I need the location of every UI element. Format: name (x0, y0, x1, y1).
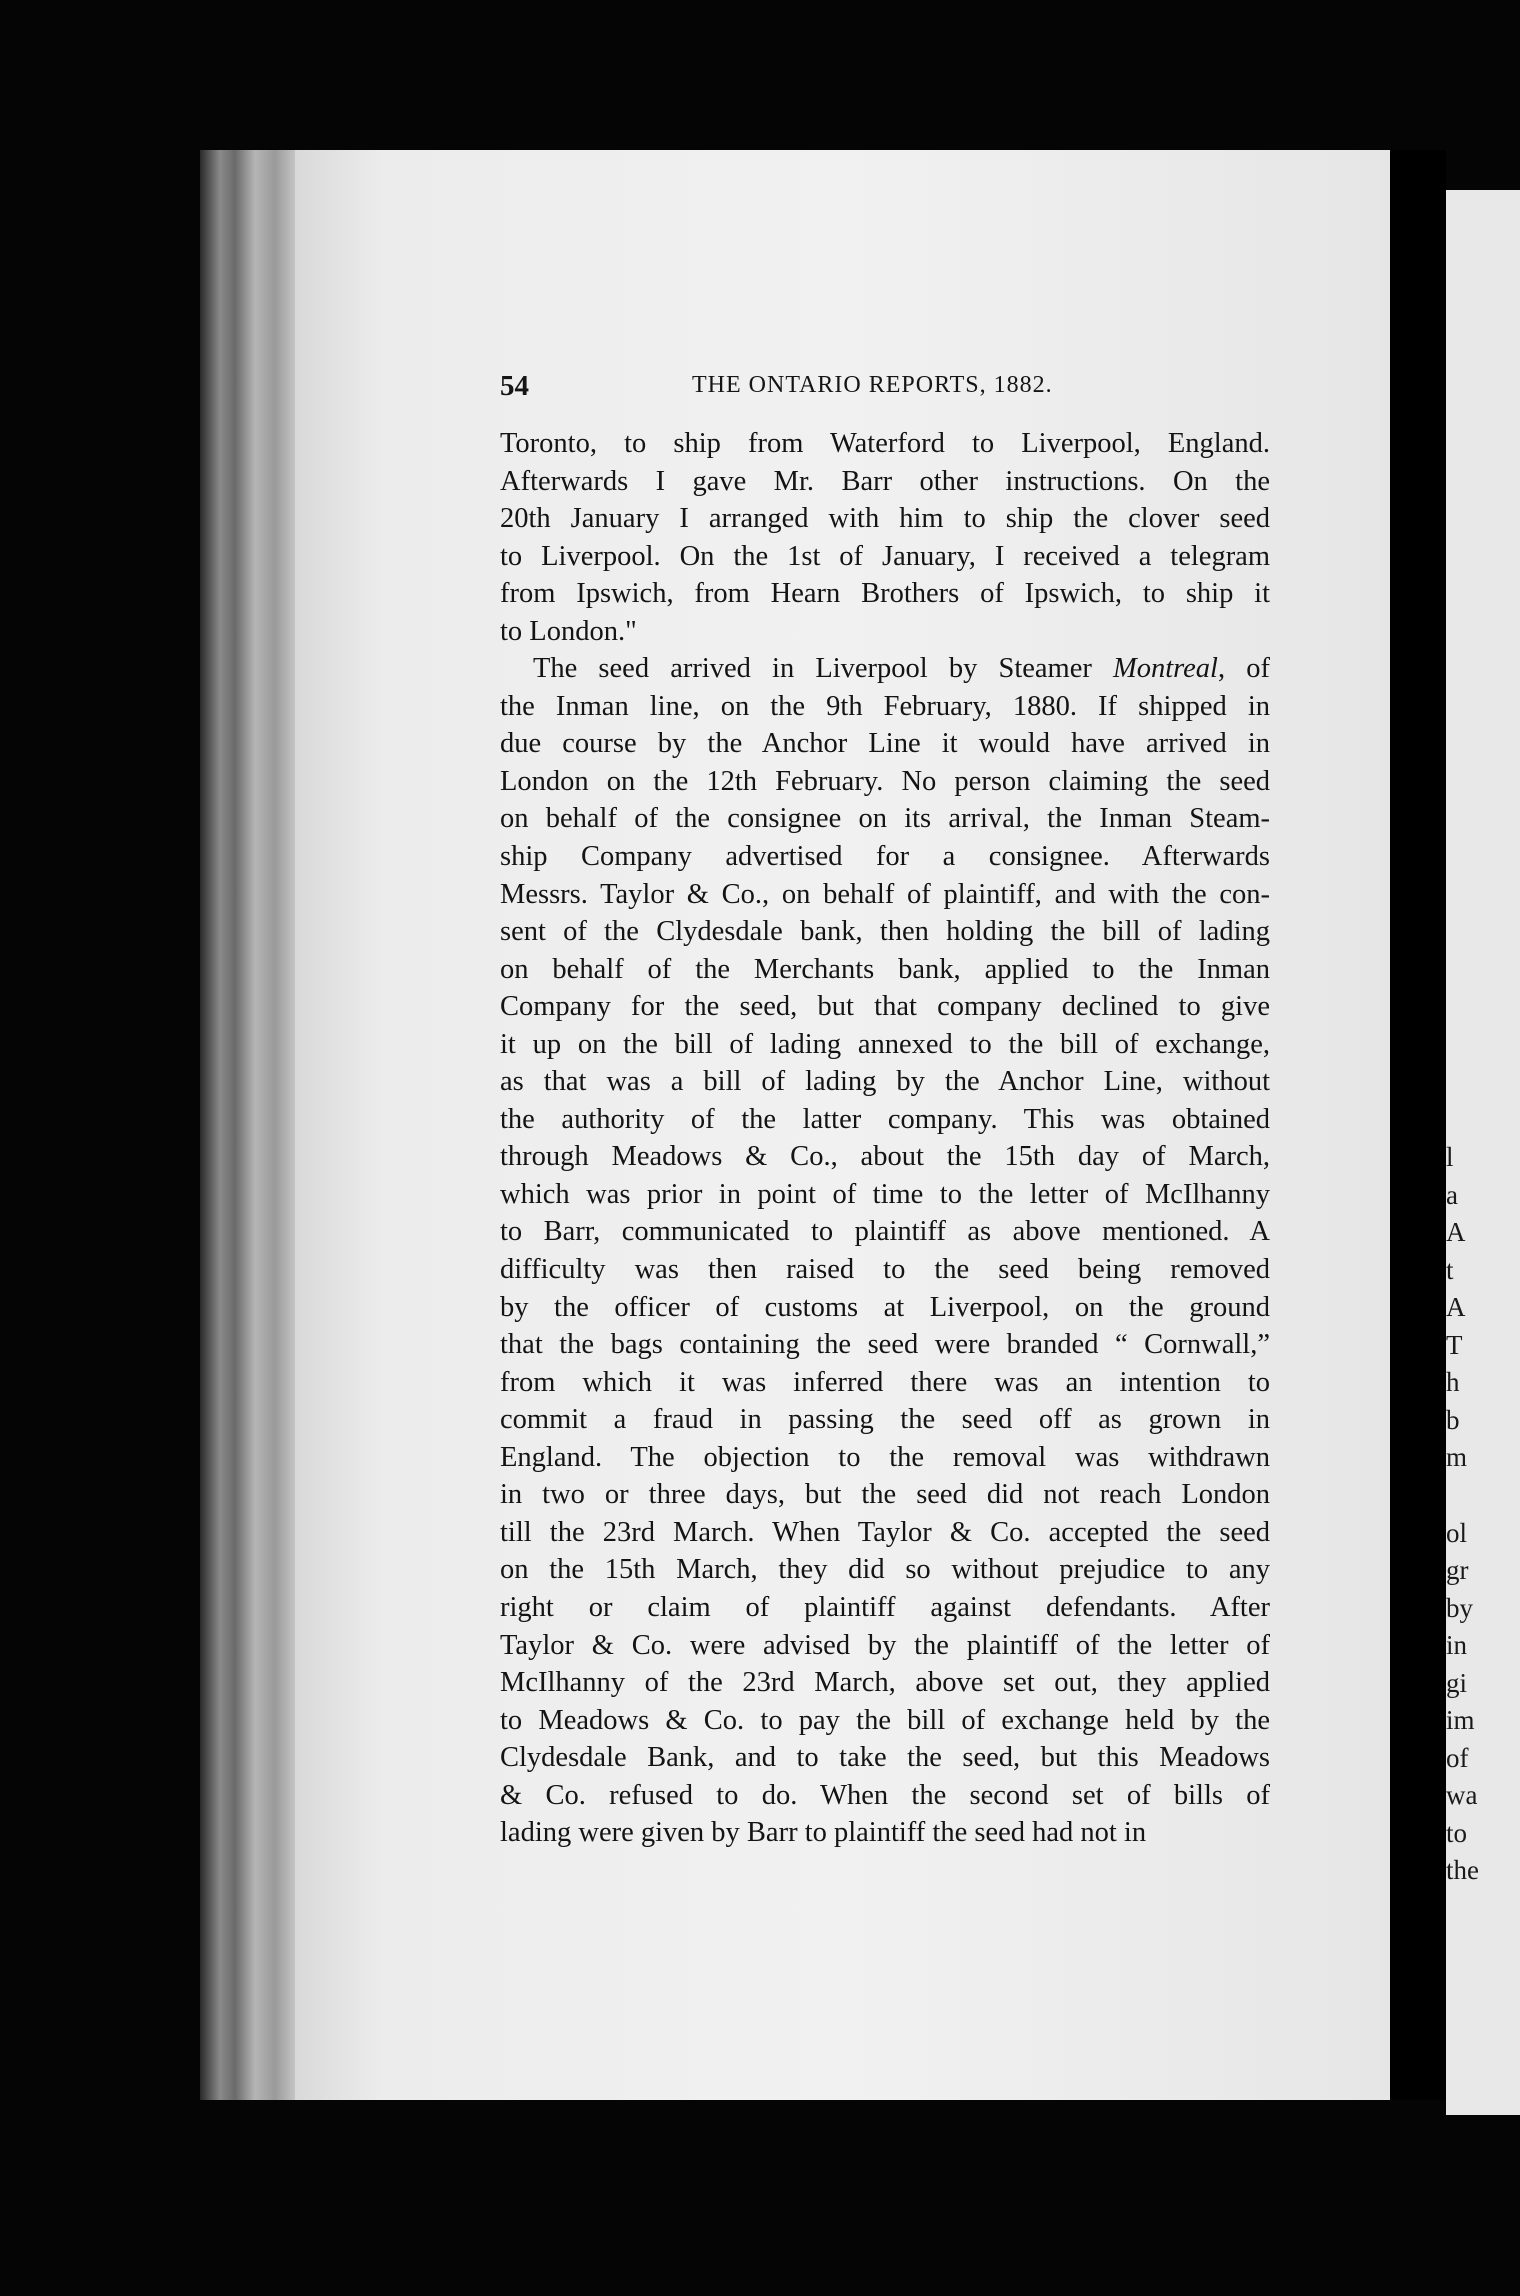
text-line: sent of the Clydesdale bank, then holding the bill of lading (500, 916, 1270, 948)
text-line: Clydesdale Bank, and to take the seed, but this Meadows (500, 1742, 1270, 1774)
text-line: on the 15th March, they did so without prejudice to any (500, 1554, 1270, 1586)
facing-page-fragment: the (1446, 1855, 1479, 1886)
text-line: which was prior in point of time to the letter of McIlhanny (500, 1178, 1270, 1210)
text-line: due course by the Anchor Line it would have arrived in (500, 728, 1270, 760)
running-head: THE ONTARIO REPORTS, 1882. (692, 372, 1053, 398)
text-line: to Liverpool. On the 1st of January, I received a telegram (500, 540, 1270, 572)
text-line: to Barr, communicated to plaintiff as above mentioned. A (500, 1216, 1270, 1248)
book-gutter (1390, 150, 1446, 2100)
facing-page-fragment: wa (1446, 1780, 1478, 1811)
facing-page-fragment: gi (1446, 1667, 1468, 1698)
page-header (500, 370, 1500, 410)
text-line: The seed arrived in Liverpool by Steamer Montreal, of (533, 653, 1270, 685)
facing-page-fragment: gr (1446, 1555, 1469, 1586)
facing-page-fragment: to (1446, 1817, 1468, 1848)
facing-page-fragment: by (1446, 1592, 1473, 1623)
facing-page-fragment: h (1446, 1367, 1460, 1398)
body-text (500, 425, 1270, 1852)
text-line: to London." (500, 615, 637, 647)
text-line: as that was a bill of lading by the Anchor Line, without (500, 1066, 1270, 1098)
text-line: ship Company advertised for a consignee. Afterwards (500, 841, 1270, 873)
text-line: to Meadows & Co. to pay the bill of exchange held by the (500, 1704, 1270, 1736)
facing-page-fragment: A (1446, 1292, 1466, 1323)
text-line: Afterwards I gave Mr. Barr other instructions. On the (500, 465, 1270, 497)
text-line: in two or three days, but the seed did not reach London (500, 1479, 1270, 1511)
facing-page-edge (1446, 190, 1520, 2115)
text-line: Taylor & Co. were advised by the plaintiff of the letter of (500, 1629, 1270, 1661)
text-line: on behalf of the Merchants bank, applied to the Inman (500, 953, 1270, 985)
text-line: through Meadows & Co., about the 15th day of March, (500, 1141, 1270, 1173)
facing-page-fragment: A (1446, 1217, 1466, 1248)
ship-name: Montreal (1112, 653, 1218, 685)
text-line: England. The objection to the removal was withdrawn (500, 1441, 1270, 1473)
facing-page-fragment: b (1446, 1404, 1460, 1435)
text-line: McIlhanny of the 23rd March, above set out, they applied (500, 1667, 1270, 1699)
text-line: by the officer of customs at Liverpool, on the ground (500, 1291, 1270, 1323)
text-line: the authority of the latter company. This was obtained (500, 1103, 1270, 1135)
text-line: the Inman line, on the 9th February, 1880. If shipped in (500, 690, 1270, 722)
facing-page-fragment: ol (1446, 1517, 1468, 1548)
text-line: Company for the seed, but that company declined to give (500, 991, 1270, 1023)
text-line: Toronto, to ship from Waterford to Liverpool, England. (500, 428, 1270, 459)
text-line: from Ipswich, from Hearn Brothers of Ipswich, to ship it (500, 578, 1270, 610)
page-edge-stack (200, 150, 300, 2100)
text-line: difficulty was then raised to the seed being removed (500, 1254, 1270, 1286)
facing-page-fragment: l (1446, 1142, 1454, 1172)
facing-page-fragment: T (1446, 1329, 1463, 1360)
text-line: Messrs. Taylor & Co., on behalf of plaintiff, and with the con- (500, 878, 1270, 910)
facing-page-fragment: t (1446, 1254, 1454, 1285)
text-line: that the bags containing the seed were branded “ Cornwall,” (500, 1329, 1270, 1361)
text-line: right or claim of plaintiff against defendants. After (500, 1591, 1270, 1623)
facing-page-fragment: im (1446, 1705, 1475, 1736)
text-line: 20th January I arranged with him to ship the clover seed (500, 503, 1270, 535)
facing-page-fragment: a (1446, 1179, 1458, 1210)
text-line: from which it was inferred there was an intention to (500, 1366, 1270, 1398)
paragraph (500, 650, 1270, 1852)
facing-page-fragment: in (1446, 1630, 1468, 1661)
paragraph (500, 425, 1270, 650)
text-line: on behalf of the consignee on its arrival, the Inman Steam- (500, 803, 1270, 835)
page-number: 54 (500, 370, 529, 402)
text-line: commit a fraud in passing the seed off as grown in (500, 1404, 1270, 1436)
facing-page-fragment: of (1446, 1742, 1469, 1773)
facing-page-fragment: m (1446, 1442, 1468, 1473)
text-line: & Co. refused to do. When the second set of bills of (500, 1779, 1270, 1811)
text-line: till the 23rd March. When Taylor & Co. accepted the seed (500, 1516, 1270, 1548)
text-line: London on the 12th February. No person claiming the seed (500, 765, 1270, 797)
text-line: it up on the bill of lading annexed to the bill of exchange, (500, 1028, 1270, 1060)
text-line: lading were given by Barr to plaintiff the seed had not in (500, 1817, 1147, 1849)
